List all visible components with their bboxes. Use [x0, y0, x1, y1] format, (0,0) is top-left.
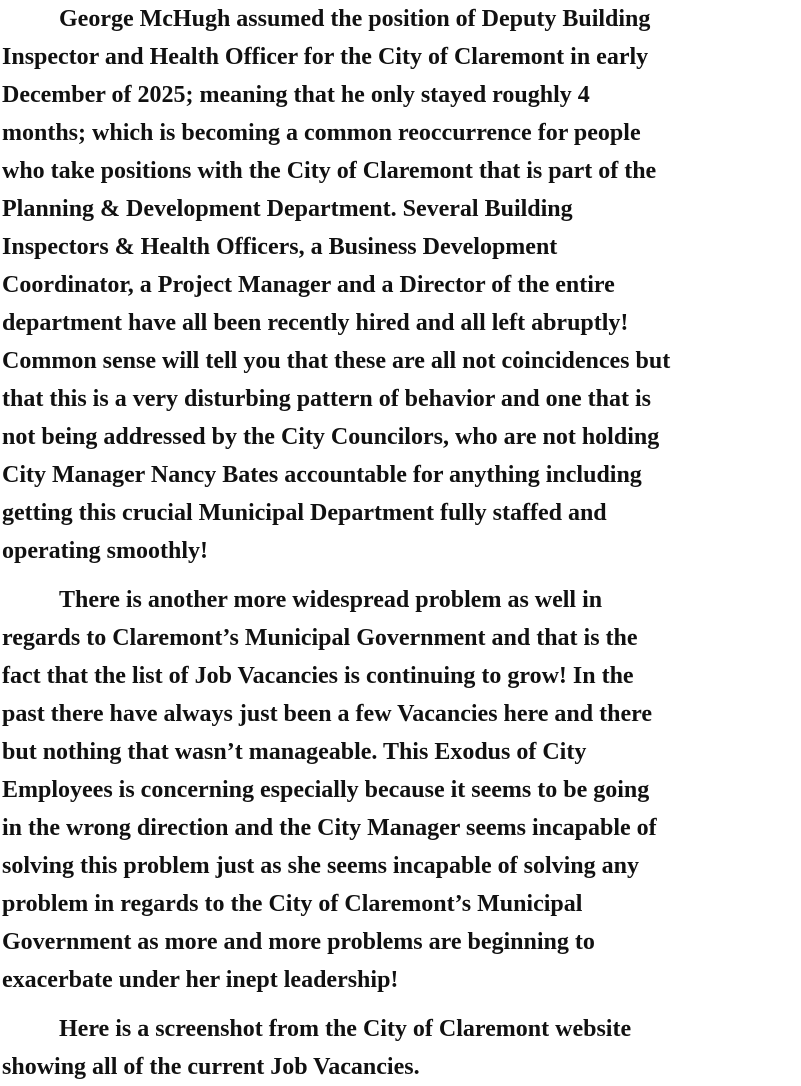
text-line: that this is a very disturbing pattern of behavior and one that is — [2, 386, 651, 412]
text-line: getting this crucial Municipal Department fully staffed and — [2, 500, 607, 526]
paragraph-screenshot-intro — [2, 1010, 799, 1086]
text-line: months; which is becoming a common reoccurrence for people — [2, 120, 641, 146]
text-line: but nothing that wasn’t manageable. This Exodus of City — [2, 739, 587, 765]
text-line: December of 2025; meaning that he only stayed roughly 4 — [2, 82, 590, 108]
text-line: George McHugh assumed the position of Deputy Building — [59, 6, 651, 32]
text-line: Inspector and Health Officer for the City of Claremont in early — [2, 44, 649, 70]
text-line: exacerbate under her inept leadership! — [2, 967, 399, 993]
text-line: Here is a screenshot from the City of Claremont website — [59, 1016, 632, 1042]
text-line: operating smoothly! — [2, 538, 208, 564]
paragraph-deputy-inspector — [2, 0, 799, 570]
paragraph-job-vacancies — [2, 581, 799, 999]
text-line: Common sense will tell you that these are all not coincidences but — [2, 348, 671, 374]
text-line: City Manager Nancy Bates accountable for anything including — [2, 462, 642, 488]
text-line: Government as more and more problems are beginning to — [2, 929, 595, 955]
text-line: department have all been recently hired and all left abruptly! — [2, 310, 629, 336]
text-line: problem in regards to the City of Claremont’s Municipal — [2, 891, 583, 917]
text-line: in the wrong direction and the City Manager seems incapable of — [2, 815, 657, 841]
text-line: not being addressed by the City Councilors, who are not holding — [2, 424, 660, 450]
text-line: who take positions with the City of Claremont that is part of the — [2, 158, 657, 184]
text-line: Inspectors & Health Officers, a Business Development — [2, 234, 558, 260]
text-line: fact that the list of Job Vacancies is continuing to grow! In the — [2, 663, 634, 689]
text-line: showing all of the current Job Vacancies. — [2, 1054, 420, 1080]
text-line: Planning & Development Department. Several Building — [2, 196, 573, 222]
text-line: There is another more widespread problem as well in — [59, 587, 603, 613]
text-line: Employees is concerning especially because it seems to be going — [2, 777, 650, 803]
text-line: Coordinator, a Project Manager and a Director of the entire — [2, 272, 615, 298]
text-line: regards to Claremont’s Municipal Government and that is the — [2, 625, 638, 651]
text-line: solving this problem just as she seems incapable of solving any — [2, 853, 639, 879]
text-line: past there have always just been a few Vacancies here and there — [2, 701, 652, 727]
article-body — [2, 0, 799, 1086]
